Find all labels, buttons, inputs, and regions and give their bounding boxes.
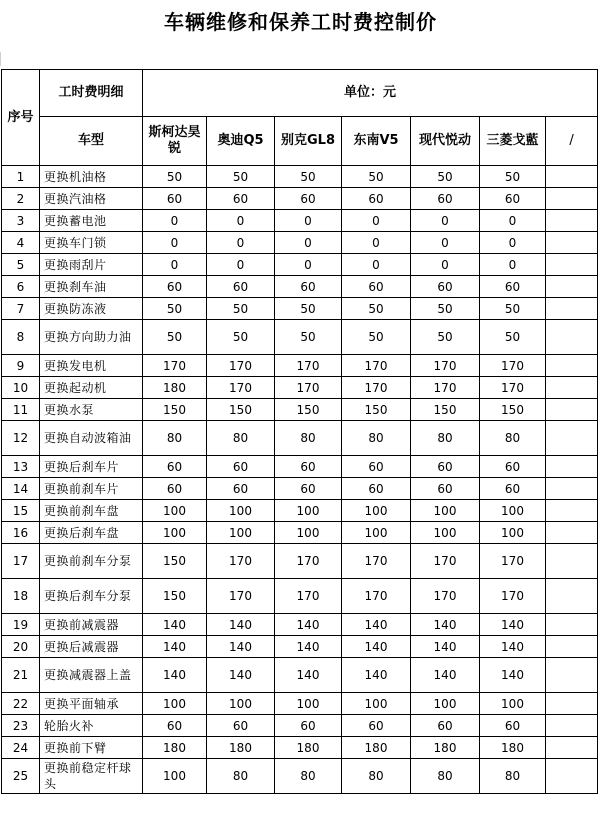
empty-cell (546, 579, 598, 614)
price-cell: 100 (275, 693, 342, 715)
table-row (2, 377, 598, 399)
empty-cell (546, 544, 598, 579)
price-cell: 170 (275, 377, 342, 399)
empty-cell (546, 276, 598, 298)
price-cell: 180 (480, 737, 546, 759)
price-cell: 100 (342, 522, 411, 544)
service-item: 更换自动波箱油 (40, 421, 143, 456)
price-cell: 60 (207, 478, 275, 500)
price-cell: 140 (143, 636, 207, 658)
price-cell: 80 (411, 421, 480, 456)
row-number: 12 (2, 421, 40, 456)
price-cell: 170 (411, 544, 480, 579)
price-cell: 50 (207, 166, 275, 188)
price-cell: 100 (275, 500, 342, 522)
price-cell: 170 (480, 377, 546, 399)
price-cell: 170 (411, 579, 480, 614)
table-row (2, 421, 598, 456)
price-cell: 50 (275, 298, 342, 320)
price-cell: 170 (342, 579, 411, 614)
price-cell: 140 (342, 614, 411, 636)
empty-cell (546, 320, 598, 355)
service-item: 更换后减震器 (40, 636, 143, 658)
price-cell: 60 (143, 478, 207, 500)
empty-cell (546, 166, 598, 188)
price-cell: 80 (275, 421, 342, 456)
price-cell: 170 (342, 377, 411, 399)
price-cell: 100 (143, 759, 207, 794)
price-cell: 180 (275, 737, 342, 759)
price-cell: 0 (207, 254, 275, 276)
price-cell: 50 (342, 298, 411, 320)
table-row (2, 399, 598, 421)
table-row (2, 232, 598, 254)
service-item: 更换前刹车盘 (40, 500, 143, 522)
price-cell: 100 (207, 500, 275, 522)
price-cell: 80 (480, 759, 546, 794)
row-number: 18 (2, 579, 40, 614)
price-cell: 100 (411, 693, 480, 715)
table-row (2, 166, 598, 188)
price-cell: 170 (207, 544, 275, 579)
price-cell: 140 (275, 614, 342, 636)
price-cell: 60 (480, 478, 546, 500)
service-item: 更换汽油格 (40, 188, 143, 210)
price-cell: 100 (411, 522, 480, 544)
price-cell: 140 (143, 614, 207, 636)
table-row (2, 500, 598, 522)
price-cell: 170 (143, 355, 207, 377)
row-number: 20 (2, 636, 40, 658)
empty-cell (546, 355, 598, 377)
price-cell: 180 (143, 737, 207, 759)
row-number: 2 (2, 188, 40, 210)
price-cell: 50 (342, 320, 411, 355)
price-cell: 80 (480, 421, 546, 456)
price-cell: 80 (143, 421, 207, 456)
price-cell: 100 (275, 522, 342, 544)
table-row (2, 276, 598, 298)
price-cell: 50 (411, 320, 480, 355)
price-cell: 60 (480, 456, 546, 478)
table-row (2, 355, 598, 377)
table-row (2, 715, 598, 737)
price-cell: 60 (275, 188, 342, 210)
price-cell: 60 (342, 188, 411, 210)
row-number: 5 (2, 254, 40, 276)
car-model-header: 奥迪Q5 (207, 117, 275, 166)
price-cell: 170 (207, 355, 275, 377)
price-cell: 50 (480, 166, 546, 188)
price-cell: 100 (207, 522, 275, 544)
service-item: 更换前刹车分泵 (40, 544, 143, 579)
price-cell: 50 (207, 298, 275, 320)
price-cell: 80 (342, 421, 411, 456)
empty-cell (546, 421, 598, 456)
car-model-header: 现代悦动 (411, 117, 480, 166)
table-row (2, 614, 598, 636)
empty-cell (546, 456, 598, 478)
price-cell: 60 (143, 188, 207, 210)
edge-mark (0, 52, 1, 66)
table-row (2, 693, 598, 715)
price-cell: 50 (275, 320, 342, 355)
empty-cell (546, 636, 598, 658)
price-cell: 80 (411, 759, 480, 794)
price-cell: 60 (342, 456, 411, 478)
row-number: 14 (2, 478, 40, 500)
table-row (2, 658, 598, 693)
labor-cost-table (1, 69, 598, 794)
row-number: 15 (2, 500, 40, 522)
price-cell: 180 (411, 737, 480, 759)
table-body (2, 166, 598, 794)
service-item: 更换后刹车片 (40, 456, 143, 478)
price-cell: 150 (143, 544, 207, 579)
price-cell: 100 (411, 500, 480, 522)
price-cell: 180 (342, 737, 411, 759)
row-number: 7 (2, 298, 40, 320)
row-number: 22 (2, 693, 40, 715)
price-cell: 50 (411, 298, 480, 320)
price-cell: 100 (207, 693, 275, 715)
empty-cell (546, 522, 598, 544)
price-cell: 170 (342, 544, 411, 579)
price-cell: 100 (480, 500, 546, 522)
price-cell: 140 (207, 636, 275, 658)
price-cell: 150 (143, 399, 207, 421)
price-cell: 0 (143, 232, 207, 254)
service-item: 更换起动机 (40, 377, 143, 399)
row-number: 1 (2, 166, 40, 188)
table-row (2, 579, 598, 614)
service-item: 更换机油格 (40, 166, 143, 188)
price-cell: 60 (480, 188, 546, 210)
price-cell: 170 (411, 377, 480, 399)
price-cell: 170 (207, 377, 275, 399)
price-cell: 60 (342, 478, 411, 500)
price-cell: 60 (480, 276, 546, 298)
service-item: 轮胎火补 (40, 715, 143, 737)
table-row (2, 544, 598, 579)
price-cell: 50 (143, 166, 207, 188)
seq-header: 序号 (2, 70, 40, 166)
empty-cell (546, 188, 598, 210)
price-cell: 140 (207, 658, 275, 693)
price-cell: 50 (207, 320, 275, 355)
price-cell: 0 (480, 254, 546, 276)
service-item: 更换平面轴承 (40, 693, 143, 715)
price-cell: 170 (207, 579, 275, 614)
price-cell: 80 (207, 759, 275, 794)
empty-cell (546, 737, 598, 759)
price-cell: 100 (143, 693, 207, 715)
table-row (2, 759, 598, 794)
price-cell: 170 (275, 544, 342, 579)
price-cell: 0 (143, 210, 207, 232)
price-cell: 60 (207, 188, 275, 210)
price-cell: 140 (411, 614, 480, 636)
row-number: 24 (2, 737, 40, 759)
empty-cell (546, 500, 598, 522)
price-cell: 0 (207, 210, 275, 232)
table-row (2, 254, 598, 276)
price-cell: 150 (207, 399, 275, 421)
price-cell: 60 (342, 276, 411, 298)
empty-cell (546, 614, 598, 636)
page-title: 车辆维修和保养工时费控制价 (164, 10, 437, 34)
price-cell: 60 (480, 715, 546, 737)
row-number: 4 (2, 232, 40, 254)
price-cell: 0 (480, 232, 546, 254)
price-cell: 50 (143, 298, 207, 320)
price-cell: 100 (342, 500, 411, 522)
price-cell: 60 (207, 456, 275, 478)
empty-cell (546, 254, 598, 276)
price-cell: 0 (275, 254, 342, 276)
service-item: 更换蓄电池 (40, 210, 143, 232)
price-cell: 140 (342, 636, 411, 658)
price-cell: 170 (342, 355, 411, 377)
price-cell: 50 (275, 166, 342, 188)
price-cell: 140 (411, 636, 480, 658)
price-cell: 140 (480, 636, 546, 658)
table-row (2, 298, 598, 320)
service-item: 更换后刹车盘 (40, 522, 143, 544)
price-cell: 150 (342, 399, 411, 421)
empty-cell (546, 715, 598, 737)
car-model-header: 别克GL8 (275, 117, 342, 166)
price-cell: 60 (411, 188, 480, 210)
row-number: 3 (2, 210, 40, 232)
table-row (2, 522, 598, 544)
price-cell: 0 (480, 210, 546, 232)
price-cell: 180 (143, 377, 207, 399)
price-cell: 60 (207, 276, 275, 298)
table-row (2, 456, 598, 478)
price-cell: 170 (480, 544, 546, 579)
empty-cell (546, 693, 598, 715)
price-cell: 180 (207, 737, 275, 759)
table-row (2, 188, 598, 210)
price-cell: 60 (143, 276, 207, 298)
unit-header: 单位：元 (143, 70, 598, 117)
price-cell: 140 (275, 636, 342, 658)
row-number: 8 (2, 320, 40, 355)
price-cell: 60 (275, 715, 342, 737)
price-cell: 60 (143, 715, 207, 737)
price-cell: 60 (275, 456, 342, 478)
price-cell: 0 (411, 254, 480, 276)
row-number: 17 (2, 544, 40, 579)
price-cell: 80 (275, 759, 342, 794)
service-item: 更换前下臂 (40, 737, 143, 759)
service-item: 更换方向助力油 (40, 320, 143, 355)
empty-cell (546, 298, 598, 320)
price-cell: 60 (275, 478, 342, 500)
price-cell: 170 (275, 355, 342, 377)
service-item: 更换车门锁 (40, 232, 143, 254)
table-row (2, 737, 598, 759)
price-cell: 60 (411, 478, 480, 500)
empty-cell (546, 399, 598, 421)
row-number: 19 (2, 614, 40, 636)
row-number: 10 (2, 377, 40, 399)
price-cell: 50 (411, 166, 480, 188)
price-cell: 140 (480, 614, 546, 636)
row-number: 13 (2, 456, 40, 478)
price-cell: 140 (207, 614, 275, 636)
price-cell: 150 (480, 399, 546, 421)
price-cell: 150 (411, 399, 480, 421)
service-item: 更换水泵 (40, 399, 143, 421)
price-cell: 0 (411, 232, 480, 254)
row-number: 6 (2, 276, 40, 298)
price-cell: 0 (342, 232, 411, 254)
table-row (2, 320, 598, 355)
row-number: 9 (2, 355, 40, 377)
empty-cell (546, 658, 598, 693)
price-cell: 60 (411, 715, 480, 737)
price-cell: 0 (207, 232, 275, 254)
row-number: 25 (2, 759, 40, 794)
price-cell: 140 (411, 658, 480, 693)
price-cell: 0 (342, 210, 411, 232)
price-cell: 170 (480, 355, 546, 377)
model-header: 车型 (40, 117, 143, 166)
price-cell: 50 (342, 166, 411, 188)
price-cell: 0 (275, 210, 342, 232)
price-cell: 60 (275, 276, 342, 298)
car-model-header: 斯柯达昊锐 (143, 117, 207, 166)
service-item: 更换刹车油 (40, 276, 143, 298)
price-cell: 150 (143, 579, 207, 614)
price-cell: 80 (342, 759, 411, 794)
empty-cell (546, 478, 598, 500)
service-item: 更换前减震器 (40, 614, 143, 636)
price-cell: 50 (143, 320, 207, 355)
row-number: 11 (2, 399, 40, 421)
service-item: 更换雨刮片 (40, 254, 143, 276)
empty-cell (546, 377, 598, 399)
price-cell: 0 (275, 232, 342, 254)
service-item: 更换后刹车分泵 (40, 579, 143, 614)
price-cell: 80 (207, 421, 275, 456)
price-cell: 60 (342, 715, 411, 737)
price-cell: 140 (342, 658, 411, 693)
price-cell: 100 (342, 693, 411, 715)
price-cell: 60 (207, 715, 275, 737)
price-cell: 140 (143, 658, 207, 693)
price-cell: 0 (143, 254, 207, 276)
price-cell: 50 (480, 320, 546, 355)
table-row (2, 636, 598, 658)
price-cell: 60 (143, 456, 207, 478)
price-cell: 100 (480, 522, 546, 544)
price-cell: 100 (480, 693, 546, 715)
price-cell: 50 (480, 298, 546, 320)
empty-cell (546, 759, 598, 794)
service-item: 更换减震器上盖 (40, 658, 143, 693)
extra-column-header: / (546, 117, 598, 166)
car-model-header: 东南V5 (342, 117, 411, 166)
price-cell: 140 (480, 658, 546, 693)
price-cell: 170 (275, 579, 342, 614)
row-number: 16 (2, 522, 40, 544)
price-cell: 0 (342, 254, 411, 276)
price-cell: 140 (275, 658, 342, 693)
table-row (2, 210, 598, 232)
price-cell: 100 (143, 522, 207, 544)
car-model-header: 三菱戈藍 (480, 117, 546, 166)
price-cell: 60 (411, 456, 480, 478)
price-cell: 150 (275, 399, 342, 421)
service-item: 更换发电机 (40, 355, 143, 377)
price-cell: 100 (143, 500, 207, 522)
service-item: 更换前刹车片 (40, 478, 143, 500)
empty-cell (546, 210, 598, 232)
row-number: 21 (2, 658, 40, 693)
empty-cell (546, 232, 598, 254)
detail-header: 工时费明细 (40, 70, 143, 117)
price-cell: 60 (411, 276, 480, 298)
price-cell: 0 (411, 210, 480, 232)
service-item: 更换防冻液 (40, 298, 143, 320)
service-item: 更换前稳定杆球头 (40, 759, 143, 794)
row-number: 23 (2, 715, 40, 737)
price-cell: 170 (411, 355, 480, 377)
table-row (2, 478, 598, 500)
price-cell: 170 (480, 579, 546, 614)
